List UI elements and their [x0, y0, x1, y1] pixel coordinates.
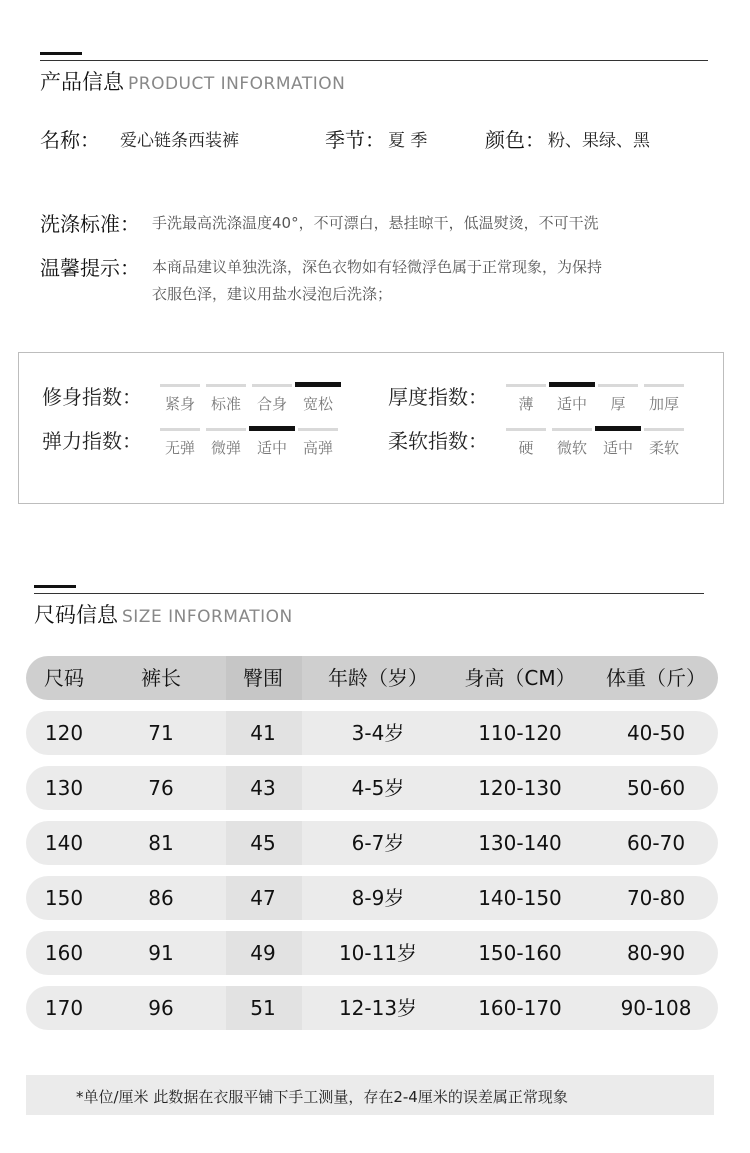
table-cell: 76 [148, 776, 174, 800]
size-title-cn: 尺码信息 [34, 603, 118, 627]
index-option: 合身 [249, 384, 295, 414]
season-label: 季节： [325, 128, 385, 152]
wash-label: 洗涤标准： [40, 212, 140, 236]
table-row [26, 766, 718, 810]
table-cell: 160 [44, 941, 84, 965]
tip-line-1: 本商品建议单独洗涤，深色衣物如有轻微浮色属于正常现象，为保持 [152, 258, 603, 276]
table-cell: 81 [148, 831, 174, 855]
table-row [26, 931, 718, 975]
table-cell: 50-60 [626, 776, 686, 800]
table-cell: 130 [44, 776, 84, 800]
table-header-row [26, 656, 718, 700]
index-option: 加厚 [641, 384, 687, 414]
table-header-cell: 裤长 [141, 666, 181, 690]
index-option: 薄 [503, 384, 549, 414]
table-cell: 140 [44, 831, 84, 855]
product-section-title [40, 66, 345, 96]
fit-index-label: 修身指数： [42, 385, 142, 409]
index-option: 微弹 [203, 428, 249, 458]
season-value: 夏 季 [388, 131, 428, 151]
section-divider [40, 60, 708, 61]
table-cell: 10-11岁 [338, 941, 418, 965]
table-cell: 120-130 [478, 776, 562, 800]
table-cell: 12-13岁 [338, 996, 418, 1020]
table-cell: 45 [250, 831, 276, 855]
table-cell: 41 [250, 721, 276, 745]
color-value: 粉、果绿、黑 [548, 131, 650, 151]
table-cell: 49 [250, 941, 276, 965]
size-footnote: *单位/厘米 此数据在衣服平铺下手工测量，存在2-4厘米的误差属正常现象 [76, 1088, 568, 1106]
table-cell: 43 [250, 776, 276, 800]
table-cell: 47 [250, 886, 276, 910]
table-cell: 3-4岁 [351, 721, 405, 745]
table-cell: 170 [44, 996, 84, 1020]
table-cell: 51 [250, 996, 276, 1020]
index-option: 无弹 [157, 428, 203, 458]
color-label: 颜色： [485, 128, 545, 152]
table-cell: 60-70 [626, 831, 686, 855]
index-option: 紧身 [157, 384, 203, 414]
table-row [26, 711, 718, 755]
size-section-title [34, 599, 293, 629]
table-header-cell: 身高（CM） [464, 666, 576, 690]
table-header-cell: 臀围 [243, 666, 283, 690]
wash-value: 手洗最高洗涤温度40°，不可漂白，悬挂晾干，低温熨烫，不可干洗 [152, 214, 599, 232]
size-title-en: SIZE INFORMATION [122, 607, 293, 627]
index-option: 适中 [549, 384, 595, 414]
index-option: 宽松 [295, 384, 341, 414]
tip-label: 温馨提示： [40, 256, 140, 280]
table-cell: 71 [148, 721, 174, 745]
thickness-index-scale [503, 384, 687, 414]
index-option: 柔软 [641, 428, 687, 458]
table-cell: 70-80 [626, 886, 686, 910]
table-cell: 8-9岁 [351, 886, 405, 910]
size-section-accent-bar [34, 585, 76, 588]
thickness-index-label: 厚度指数： [388, 385, 488, 409]
index-option: 微软 [549, 428, 595, 458]
table-cell: 120 [44, 721, 84, 745]
table-cell: 90-108 [620, 996, 692, 1020]
index-option: 厚 [595, 384, 641, 414]
stretch-index-label: 弹力指数： [42, 429, 142, 453]
table-header-cell: 年龄（岁） [328, 666, 428, 690]
size-table [26, 656, 718, 1036]
softness-index-scale [503, 428, 687, 458]
stretch-index-scale [157, 428, 341, 458]
table-header-cell: 体重（斤） [606, 666, 706, 690]
index-option: 高弹 [295, 428, 341, 458]
product-title-cn: 产品信息 [40, 70, 124, 94]
name-label: 名称： [40, 128, 100, 152]
table-cell: 150-160 [478, 941, 562, 965]
softness-index-label: 柔软指数： [388, 429, 488, 453]
table-cell: 110-120 [478, 721, 562, 745]
table-row [26, 986, 718, 1030]
table-cell: 130-140 [478, 831, 562, 855]
table-cell: 40-50 [626, 721, 686, 745]
table-cell: 150 [44, 886, 84, 910]
table-cell: 96 [148, 996, 174, 1020]
index-option: 适中 [249, 428, 295, 458]
table-cell: 4-5岁 [351, 776, 405, 800]
fit-index-scale [157, 384, 341, 414]
table-cell: 91 [148, 941, 174, 965]
product-title-en: PRODUCT INFORMATION [128, 74, 346, 94]
name-value: 爱心链条西装裤 [120, 131, 239, 151]
tip-line-2: 衣服色泽，建议用盐水浸泡后洗涤； [152, 285, 393, 303]
index-option: 硬 [503, 428, 549, 458]
table-cell: 86 [148, 886, 174, 910]
table-row [26, 876, 718, 920]
table-cell: 80-90 [626, 941, 686, 965]
section-accent-bar [40, 52, 82, 55]
table-cell: 140-150 [478, 886, 562, 910]
table-header-cell: 尺码 [44, 666, 84, 690]
size-section-divider [34, 593, 704, 594]
table-cell: 6-7岁 [351, 831, 405, 855]
table-cell: 160-170 [478, 996, 562, 1020]
table-row [26, 821, 718, 865]
index-option: 适中 [595, 428, 641, 458]
index-option: 标准 [203, 384, 249, 414]
